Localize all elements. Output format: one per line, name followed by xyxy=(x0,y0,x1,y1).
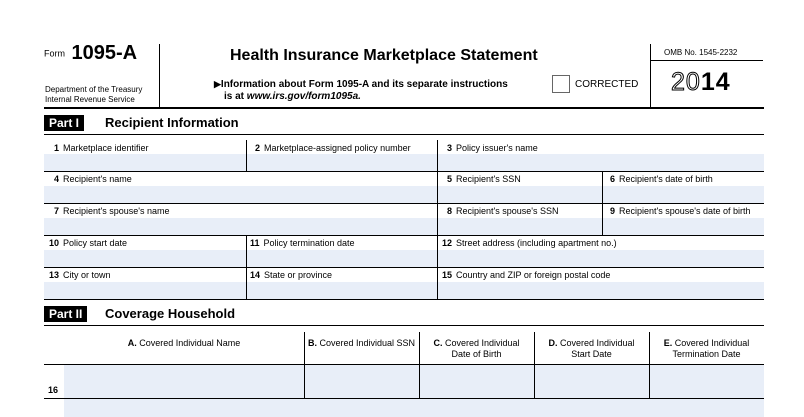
form-identifier xyxy=(44,42,137,65)
column-header-e: E. Covered Individual Termination Date xyxy=(663,338,750,359)
field-14-label: 14 State or province xyxy=(250,270,333,280)
cell-divider xyxy=(602,171,603,235)
tax-year-prefix: 20 xyxy=(671,68,701,96)
form-title: Health Insurance Marketplace Statement xyxy=(230,47,538,64)
cell-divider xyxy=(246,235,247,299)
field-10-label: 10 Policy start date xyxy=(49,238,128,248)
header-divider-left xyxy=(159,44,160,107)
row-16-name-input[interactable] xyxy=(64,365,304,398)
field-6-label: 6 Recipient's date of birth xyxy=(610,174,713,184)
part-1-badge: Part I xyxy=(44,115,84,131)
field-13-input[interactable] xyxy=(44,282,246,299)
department-name xyxy=(45,85,142,105)
field-12-label: 12 Street address (including apartment no.) xyxy=(442,238,617,248)
header-divider-right xyxy=(650,44,651,107)
omb-number: OMB No. 1545-2232 xyxy=(664,48,738,57)
row-16-ssn-input[interactable] xyxy=(305,365,419,398)
field-7-input[interactable] xyxy=(44,218,437,235)
row-16-number: 16 xyxy=(48,385,59,395)
form-number: 1095-A xyxy=(71,42,138,64)
corrected-label: CORRECTED xyxy=(575,79,639,90)
field-7-label: 7 Recipient's spouse's name xyxy=(54,206,170,216)
row-line xyxy=(44,203,764,204)
row-line xyxy=(44,299,764,300)
department-line-1: Department of the Treasury xyxy=(45,85,143,94)
column-header-a: A. Covered Individual Name xyxy=(127,338,241,348)
part-1-title: Recipient Information xyxy=(105,115,239,130)
field-15-input[interactable] xyxy=(438,282,764,299)
instructions-line-2-prefix: is at xyxy=(224,91,247,102)
field-1-label: 1 Marketplace identifier xyxy=(54,143,149,153)
part-2-badge: Part II xyxy=(44,306,87,322)
field-13-label: 13 City or town xyxy=(49,270,111,280)
row-16-termination-date-input[interactable] xyxy=(650,365,764,398)
field-11-label: 11 Policy termination date xyxy=(250,238,355,248)
row-17-input-partial[interactable] xyxy=(64,399,764,417)
field-4-input[interactable] xyxy=(44,186,437,203)
part-1-rule xyxy=(44,134,764,135)
row-16-start-date-input[interactable] xyxy=(535,365,649,398)
cell-divider xyxy=(246,140,247,171)
field-6-input[interactable] xyxy=(603,186,764,203)
part-2-rule xyxy=(44,325,764,326)
row-line xyxy=(44,171,764,172)
field-8-label: 8 Recipient's spouse's SSN xyxy=(447,206,559,216)
column-header-b: B. Covered Individual SSN xyxy=(307,338,416,348)
cell-divider xyxy=(437,171,438,235)
field-3-input[interactable] xyxy=(438,154,764,171)
form-word: Form xyxy=(44,48,65,59)
header-bottom-rule xyxy=(44,107,764,109)
instructions-note xyxy=(214,78,508,103)
instructions-url[interactable]: www.irs.gov/form1095a. xyxy=(246,91,361,102)
field-9-input[interactable] xyxy=(603,218,764,235)
cell-divider xyxy=(437,140,438,171)
field-14-input[interactable] xyxy=(247,282,437,299)
department-line-2: Internal Revenue Service xyxy=(45,95,135,104)
row-line xyxy=(44,267,764,268)
field-2-label: 2 Marketplace-assigned policy number xyxy=(255,143,411,153)
field-8-input[interactable] xyxy=(438,218,602,235)
arrow-right-icon: ▶ xyxy=(214,79,221,89)
instructions-line-1: Information about Form 1095-A and its separate instructions xyxy=(220,79,508,90)
field-5-label: 5 Recipient's SSN xyxy=(447,174,521,184)
row-16-dob-input[interactable] xyxy=(420,365,534,398)
field-15-label: 15 Country and ZIP or foreign postal code xyxy=(442,270,611,280)
row-line xyxy=(44,235,764,236)
field-4-label: 4 Recipient's name xyxy=(54,174,132,184)
column-header-c: C. Covered Individual Date of Birth xyxy=(433,338,520,359)
tax-year-suffix: 14 xyxy=(700,68,731,96)
field-2-input[interactable] xyxy=(247,154,437,171)
field-3-label: 3 Policy issuer's name xyxy=(447,143,538,153)
field-10-input[interactable] xyxy=(44,250,246,267)
field-1-input[interactable] xyxy=(44,154,246,171)
field-11-input[interactable] xyxy=(247,250,437,267)
field-5-input[interactable] xyxy=(438,186,602,203)
field-12-input[interactable] xyxy=(438,250,764,267)
corrected-checkbox[interactable] xyxy=(552,75,570,93)
omb-divider xyxy=(650,60,763,61)
cell-divider xyxy=(437,235,438,299)
part-2-title: Coverage Household xyxy=(105,306,236,321)
column-header-d: D. Covered Individual Start Date xyxy=(548,338,635,359)
field-9-label: 9 Recipient's spouse's date of birth xyxy=(610,206,751,216)
tax-year xyxy=(671,68,731,97)
